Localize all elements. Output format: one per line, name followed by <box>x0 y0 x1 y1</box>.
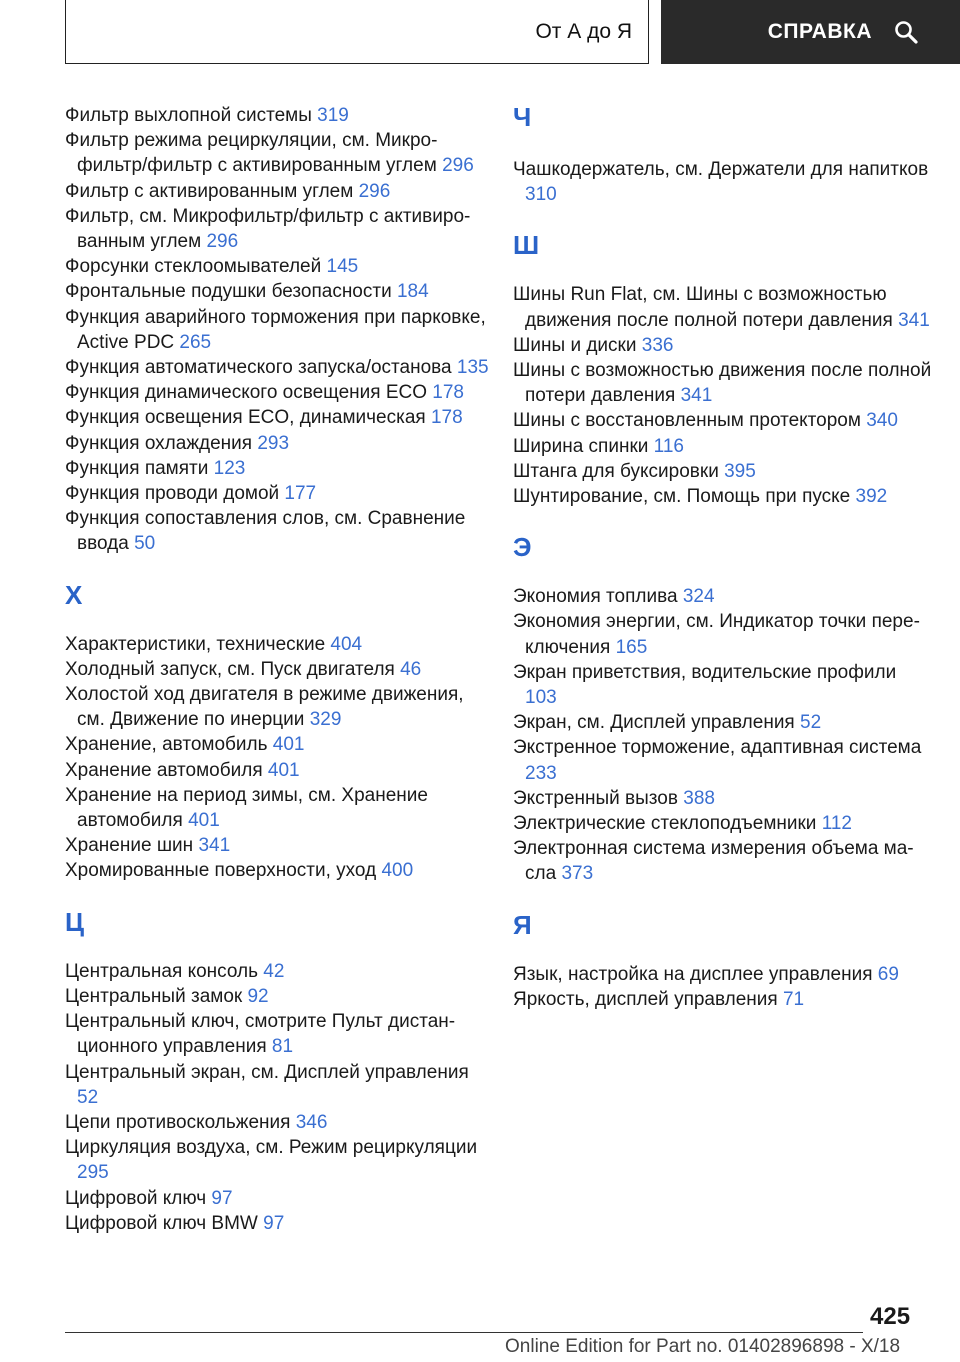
index-entry-text: Хранение автомобиля <box>65 759 263 781</box>
index-entry-text: Шины с возможностью движения после полной потери давления <box>513 360 932 407</box>
index-entry-page-link[interactable]: 400 <box>381 860 414 882</box>
index-entry-page-link[interactable]: 392 <box>855 486 888 508</box>
index-entry-page-link[interactable]: 177 <box>284 483 317 505</box>
index-entry-page-link[interactable]: 310 <box>525 184 557 206</box>
index-entry-page-link[interactable]: 341 <box>898 309 930 331</box>
index-entry <box>513 609 933 659</box>
index-entry-text: Функция автоматического запуска/останова <box>65 357 452 379</box>
index-column-left <box>65 103 490 1236</box>
index-entry <box>513 408 933 433</box>
help-tab[interactable] <box>661 0 960 64</box>
index-entry-page-link[interactable]: 404 <box>330 633 363 655</box>
index-entry-page-link[interactable]: 97 <box>263 1212 285 1234</box>
index-entry-text: Фильтр, см. Микрофильтр/фильтр с активированным углем <box>65 205 471 253</box>
index-entry-text: Экономия топлива <box>513 586 678 608</box>
index-entry-text: Ширина спинки <box>513 435 649 457</box>
index-entry-page-link[interactable]: 69 <box>877 963 899 985</box>
index-entry-text: Язык, настройка на дисплее управления <box>513 963 873 985</box>
index-entry-text: Функция сопоставления слов, см. Сравнение ввода <box>65 508 466 555</box>
index-entry-page-link[interactable]: 184 <box>396 281 429 303</box>
index-entry-text: Функция освещения ECO, динамическая <box>65 407 426 429</box>
index-entry-page-link[interactable]: 52 <box>800 712 822 734</box>
index-entry <box>65 204 490 254</box>
index-entry-text: Шины и диски <box>513 334 637 356</box>
index-entry <box>65 833 490 858</box>
index-entry <box>513 811 933 836</box>
index-letter-heading: Я <box>513 909 532 940</box>
index-entry-page-link[interactable]: 165 <box>615 636 648 658</box>
index-entry-page-link[interactable]: 341 <box>198 835 231 857</box>
index-entry-text: Электрические стеклоподъемники <box>513 813 817 835</box>
index-entry-page-link[interactable]: 135 <box>456 357 489 379</box>
index-entry-page-link[interactable]: 293 <box>257 432 290 454</box>
index-entry <box>65 506 490 556</box>
index-entry <box>65 1060 490 1110</box>
index-entry <box>65 657 490 682</box>
index-entry-page-link[interactable]: 373 <box>561 863 594 885</box>
index-entry <box>513 484 933 509</box>
index-letter-heading: Ш <box>513 230 540 261</box>
index-entry <box>65 858 490 883</box>
index-letter-heading: Э <box>513 532 532 563</box>
index-entry <box>513 786 933 811</box>
index-letter-heading: Ч <box>513 102 532 132</box>
index-entry-text: Холостой ход двигателя в режиме движения, см. Движение по инерции <box>65 684 464 731</box>
index-entry-page-link[interactable]: 112 <box>821 813 852 835</box>
index-entry-text: Функция аварийного торможения при парковке, Active PDC <box>65 306 486 353</box>
index-entry-text: Электронная система измерения объема масла <box>513 838 914 885</box>
index-entry-page-link[interactable]: 340 <box>866 410 898 432</box>
index-entry <box>65 128 490 178</box>
index-entry-text: Цифровой ключ BMW <box>65 1212 258 1234</box>
index-entry-page-link[interactable]: 395 <box>724 460 756 482</box>
footer-divider <box>65 1332 863 1333</box>
index-entry-text: Фильтр с активированным углем <box>65 180 354 202</box>
index-entry-text: Яркость, дисплей управления <box>513 988 778 1010</box>
index-entry-page-link[interactable]: 401 <box>272 734 305 756</box>
index-entry <box>65 632 490 657</box>
index-entry-text: Экран, см. Дисплей управления <box>513 712 795 734</box>
index-entry <box>513 333 933 358</box>
index-entry-text: Форсунки стеклоомывателей <box>65 256 322 278</box>
page-number: 425 <box>870 1303 911 1330</box>
index-entry <box>513 434 933 459</box>
index-entry <box>65 405 490 430</box>
footer-edition: Online Edition for Part no. 01402896898 - X/18 <box>505 1336 901 1357</box>
index-entry <box>65 305 490 355</box>
index-entry-text: Центральный замок <box>65 985 243 1007</box>
index-entry-page-link[interactable]: 296 <box>358 180 391 202</box>
index-entry-page-link[interactable]: 178 <box>432 382 464 404</box>
index-entry-text: Хромированные поверхности, уход <box>65 860 377 882</box>
index-entry <box>513 735 933 785</box>
index-entry-page-link[interactable]: 324 <box>682 586 715 608</box>
index-entry <box>65 380 490 405</box>
index-entry-text: Шины Run Flat, см. Шины с возможностью движения после полной потери давления <box>513 284 893 331</box>
index-entry-page-link[interactable]: 81 <box>271 1036 294 1058</box>
index-entry <box>65 481 490 506</box>
index-entry <box>65 279 490 304</box>
index-entry <box>65 103 490 128</box>
index-entry-page-link[interactable]: 123 <box>213 457 246 479</box>
index-entry-text: Функция памяти <box>65 457 209 479</box>
index-entry-page-link[interactable]: 296 <box>206 231 239 253</box>
index-entry-text: Циркуляция воздуха, см. Режим рециркуляции <box>65 1137 478 1159</box>
index-entry-text: Центральная консоль <box>65 960 258 982</box>
index-entry-page-link[interactable]: 336 <box>641 334 674 356</box>
index-entry-page-link[interactable]: 296 <box>442 155 474 177</box>
index-entry <box>513 836 933 886</box>
index-entry <box>513 459 933 484</box>
index-entry-text: Экономия энергии, см. Индикатор точки переключения <box>513 611 920 658</box>
index-entry-text: Штанга для буксировки <box>513 460 719 482</box>
index-entry-page-link[interactable]: 46 <box>400 658 422 680</box>
az-index-tab[interactable] <box>65 0 649 64</box>
index-entry-page-link[interactable]: 52 <box>77 1086 99 1108</box>
index-entry-page-link[interactable]: 50 <box>134 533 156 555</box>
index-entry-text: Фронтальные подушки безопасности <box>65 281 392 303</box>
az-index-tab-label: От А до Я <box>535 19 632 43</box>
index-entry-page-link[interactable]: 92 <box>247 985 269 1007</box>
index-entry <box>65 758 490 783</box>
index-entry-text: Фильтр режима рециркуляции, см. Микрофильтр/фильтр с активированным углем <box>65 130 438 177</box>
index-entry-text: Экстренное торможение, адаптивная система <box>513 737 922 759</box>
index-entry-page-link[interactable]: 341 <box>680 385 713 407</box>
index-entry <box>513 157 933 207</box>
index-entry-text: Центральный ключ, смотрите Пульт дистанционного управления <box>65 1011 456 1058</box>
index-column-right <box>513 103 933 1012</box>
index-entry-text: Функция охлаждения <box>65 432 253 454</box>
index-letter-heading: Ц <box>65 906 84 937</box>
index-entry <box>513 584 933 609</box>
index-entry-page-link[interactable]: 346 <box>295 1111 328 1133</box>
index-entry-text: Экран приветствия, водительские профили <box>513 661 897 683</box>
index-entry <box>65 682 490 732</box>
index-entry-text: Цифровой ключ <box>65 1187 207 1209</box>
index-entry <box>65 1009 490 1059</box>
index-entry-page-link[interactable]: 97 <box>211 1187 233 1209</box>
index-entry-page-link[interactable]: 295 <box>77 1162 109 1184</box>
index-entry-page-link[interactable]: 329 <box>309 709 342 731</box>
index-entry-text: Хранение шин <box>65 835 194 857</box>
index-entry-text: Характеристики, технические <box>65 633 326 655</box>
help-tab-label: СПРАВКА <box>767 20 872 43</box>
index-entry <box>65 355 490 380</box>
index-entry-text: Шины с восстановленным протектором <box>513 410 861 432</box>
index-entry <box>65 431 490 456</box>
index-entry <box>65 984 490 1009</box>
index-entry-page-link[interactable]: 42 <box>263 960 285 982</box>
index-entry <box>513 358 933 408</box>
index-entry-text: Цепи противоскольжения <box>65 1111 291 1133</box>
index-entry <box>65 1186 490 1211</box>
index-letter-heading: Х <box>65 579 83 610</box>
index-entry <box>65 456 490 481</box>
index-entry <box>513 282 933 332</box>
index-entry-text: Холодный запуск, см. Пуск двигателя <box>65 658 395 680</box>
index-entry-text: Центральный экран, см. Дисплей управления <box>65 1061 469 1083</box>
index-entry-text: Чашкодержатель, см. Держатели для напитков <box>513 159 929 180</box>
index-entry-page-link[interactable]: 265 <box>179 331 212 353</box>
index-entry <box>65 179 490 204</box>
index-entry-page-link[interactable]: 233 <box>525 762 557 784</box>
index-entry <box>513 710 933 735</box>
index-entry <box>65 1110 490 1135</box>
index-entry-text: Функция проводи домой <box>65 483 280 505</box>
index-entry-text: Экстренный вызов <box>513 787 678 809</box>
index-entry-text: Функция динамического освещения ECO <box>65 382 428 404</box>
index-entry <box>65 959 490 984</box>
index-entry-page-link[interactable]: 71 <box>782 988 805 1010</box>
index-entry-page-link[interactable]: 388 <box>683 787 715 809</box>
index-entry <box>513 660 933 710</box>
index-entry-page-link[interactable]: 401 <box>188 810 220 832</box>
index-entry-text: Фильтр выхлопной системы <box>65 105 312 126</box>
index-entry <box>65 254 490 279</box>
index-entry <box>65 1135 490 1185</box>
index-entry-page-link[interactable]: 319 <box>317 105 349 126</box>
index-entry-page-link[interactable]: 116 <box>653 435 684 457</box>
index-entry-text: Хранение на период зимы, см. Хранение автомобиля <box>65 784 428 832</box>
index-entry <box>65 1211 490 1236</box>
index-entry-page-link[interactable]: 103 <box>525 687 557 709</box>
index-entry <box>65 732 490 757</box>
index-entry-text: Хранение, автомобиль <box>65 734 268 756</box>
index-entry-page-link[interactable]: 401 <box>267 759 300 781</box>
index-entry-page-link[interactable]: 178 <box>430 407 463 429</box>
index-entry-text: Шунтирование, см. Помощь при пуске <box>513 486 851 508</box>
index-entry <box>513 962 933 987</box>
index-entry <box>65 783 490 833</box>
index-entry <box>513 987 933 1012</box>
index-entry-page-link[interactable]: 145 <box>326 256 359 278</box>
search-icon[interactable] <box>894 20 918 44</box>
